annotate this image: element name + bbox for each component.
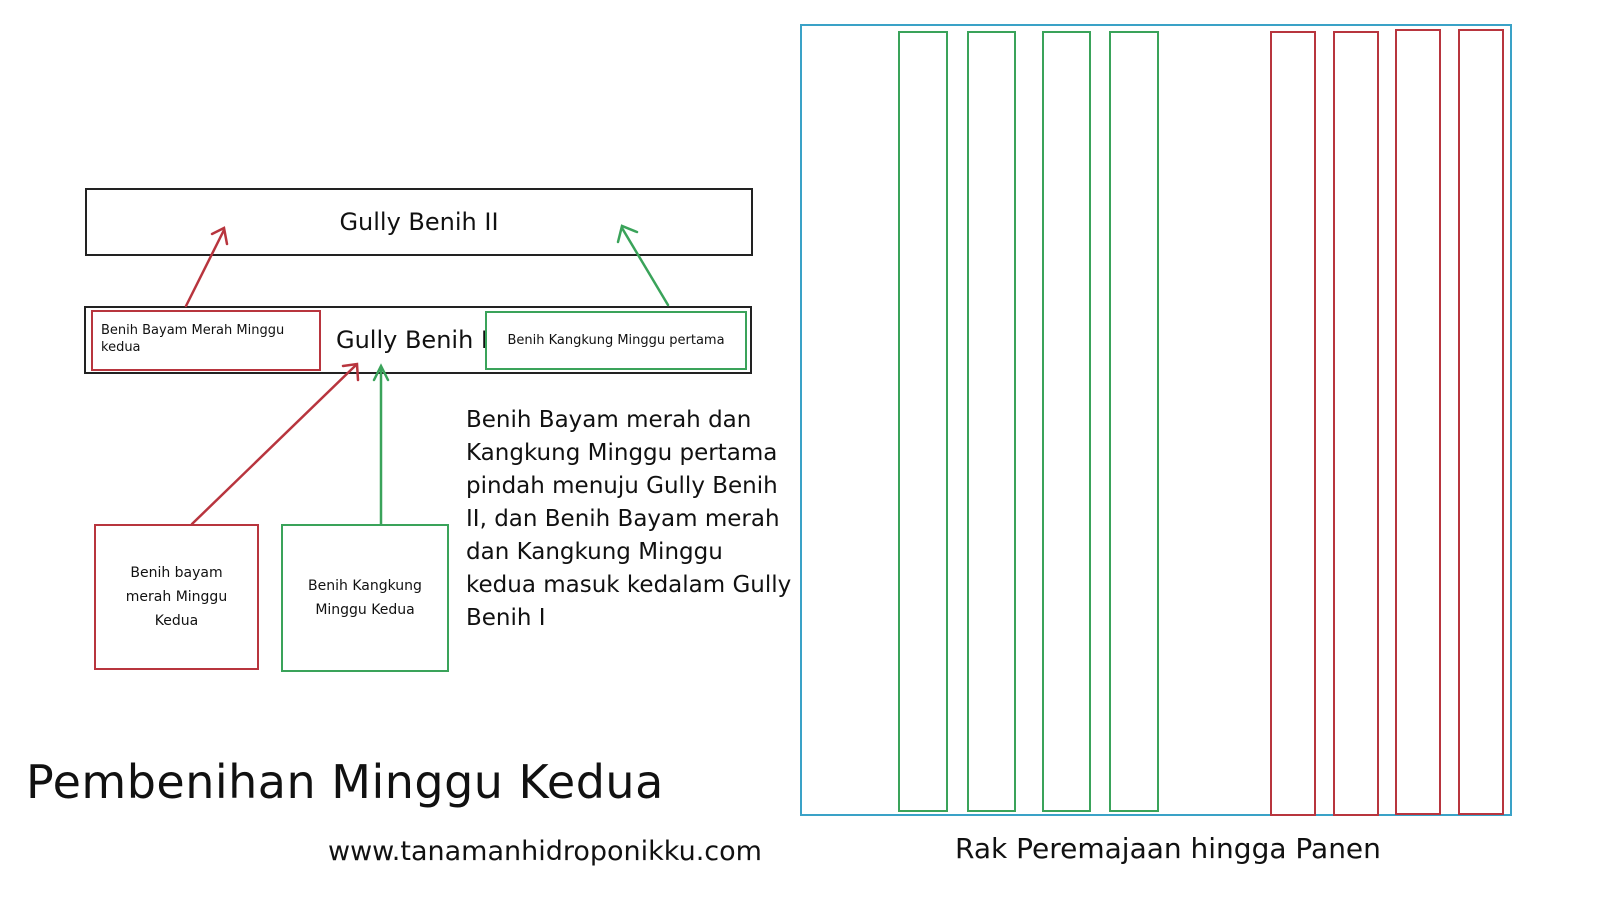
rack-green-slot [898, 31, 948, 812]
website-url: www.tanamanhidroponikku.com [328, 836, 762, 867]
rack-red-slot [1395, 29, 1441, 815]
rack-red-slot [1270, 31, 1316, 816]
explanation-text: Benih Bayam merah dan Kangkung Minggu pertama pindah menuju Gully Benih II, dan Benih Bayam merah dan Kangkung Minggu kedua masuk kedalam Gully Benih I [466, 407, 792, 631]
rack-green-slot [1042, 31, 1091, 812]
arrow-red-up [186, 228, 227, 306]
arrow-red-into-gully1 [192, 364, 358, 524]
rack-green-slot [1109, 31, 1159, 812]
gully1-red-seed-label: Benih Bayam Merah Minggu kedua [101, 323, 285, 355]
arrow-green-into-gully1 [374, 366, 388, 524]
rack-caption: Rak Peremajaan hingga Panen [955, 832, 1381, 865]
gully1-green-seed-label: Benih Kangkung Minggu pertama [507, 333, 725, 348]
rack-red-slot [1333, 31, 1379, 816]
red-seed-label: Benih bayam merah Minggu Kedua [125, 565, 228, 629]
gully-benih-2-label: Gully Benih II [339, 208, 499, 236]
gully-benih-1-label: Gully Benih I [335, 326, 488, 354]
green-seed-label: Benih Kangkung Minggu Kedua [308, 578, 422, 618]
rack-frame [800, 24, 1512, 816]
arrow-green-up [618, 226, 668, 305]
rack-green-slot [967, 31, 1016, 812]
rack-red-slot [1458, 29, 1504, 815]
main-title: Pembenihan Minggu Kedua [26, 755, 664, 809]
